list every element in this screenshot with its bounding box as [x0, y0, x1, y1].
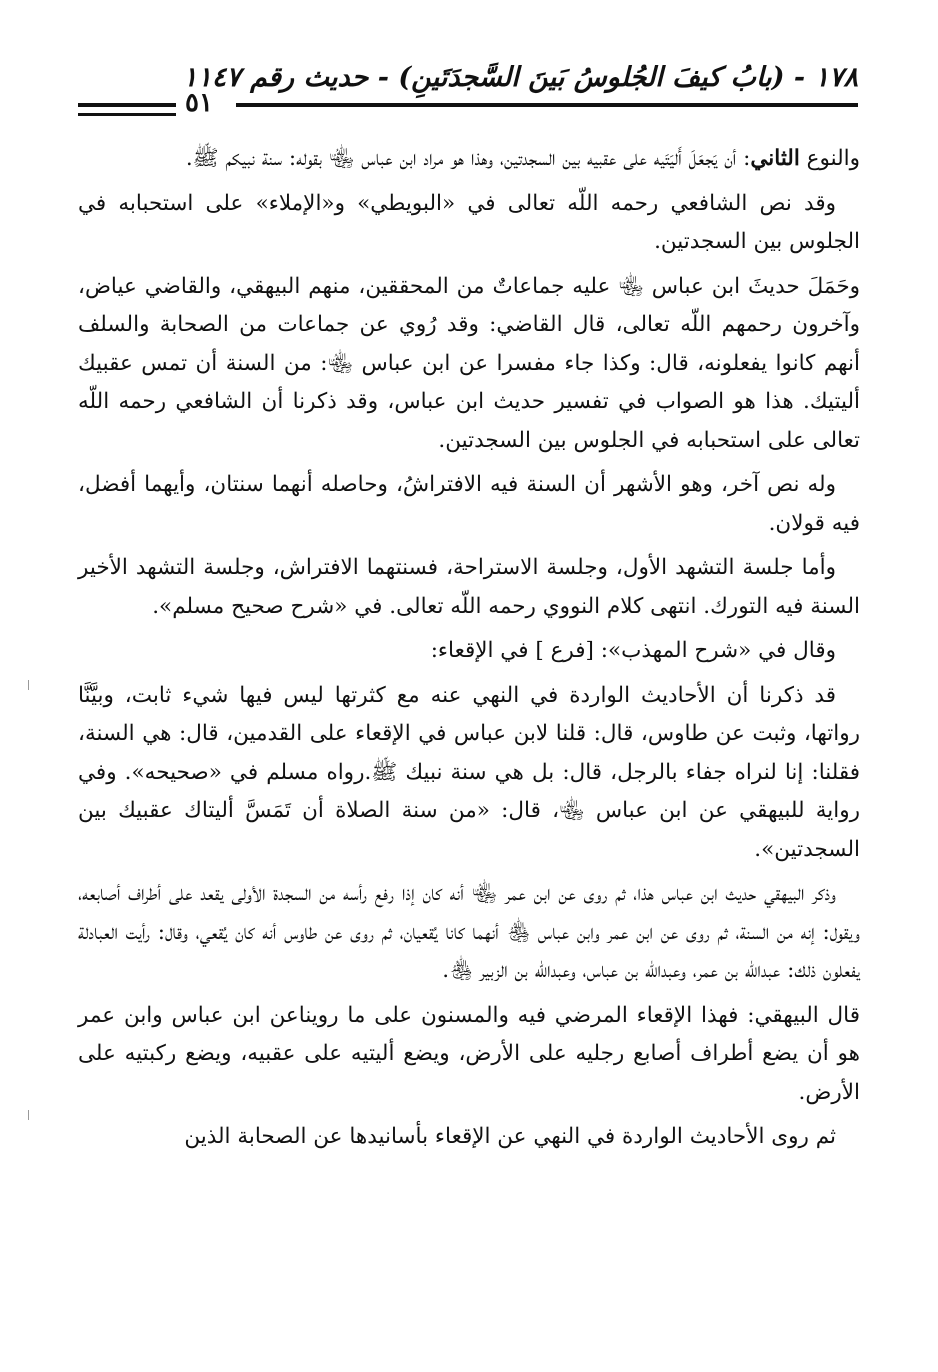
running-header-title: ١٧٨ - (بابُ كيفَ الجُلوسُ بَينَ السَّجدَتَينِ) - حديث رقم ١١٤٧	[182, 62, 858, 93]
paragraph-9: قال البيهقي: فهذا الإقعاء المرضي فيه والمسنون على ما رويناعن ابن عباس وابن عمر هو أن يضع أطراف أصابع رجليه على الأرض، ويضع أليتيه على عقبيه، ويضع ركبتيه على الأرض.	[78, 1002, 860, 1105]
paragraph-8: وذكر البيهقي حديث ابن عباس هذا، ثم روى عن ابن عمر ﵄ أنه كان إذا رفع رأسه من السجدة الأولى يقعد على أطراف أصابعه، ويقول: إنه من السنة، ثم روى عن ابن عمر وابن عباس ﵃ أنهما كانا يُقعيان، ثم روى عن طاوس أنه كان يُقعي، وقال: رأيت العبادلة يفعلون ذلك: عبداللّه بن عمر، وعبداللّه بن عباس، وعبداللّه بن الزبير ﵃.	[78, 881, 860, 983]
paragraph-10: ثم روى الأحاديث الواردة في النهي عن الإقعاء بأسانيدها عن الصحابة الذين	[184, 1124, 836, 1149]
paragraph-5: وأما جلسة التشهد الأول، وجلسة الاستراحة، فسنتهما الافتراش، وجلسة التشهد الأخير السنة فيه التورك. انتهى كلام النووي رحمه اللّه تعالى. في «شرح صحيح مسلم».	[78, 555, 860, 619]
paragraph-6: وقال في «شرح المهذب»: [فرع ] في الإقعاء:	[430, 638, 836, 663]
margin-mark	[28, 1110, 29, 1120]
margin-mark	[28, 680, 29, 690]
page-number: ٥١	[185, 88, 213, 118]
header-rule-double-bottom	[78, 113, 176, 116]
header-rule-double-top	[78, 103, 176, 107]
paragraph-1-lead: والنوع	[799, 146, 860, 171]
paragraph-1-rest: : أن يَجعَلَ أَليَتَيه على عقبيه بين السجدتين، وهذا هو مراد ابن عباس ﵄ بقوله: سنة نبيكم ﷺ.	[185, 146, 751, 171]
paragraph-1	[78, 140, 860, 179]
paragraph-1-bold-term: الثاني	[750, 146, 800, 171]
paragraph-7: قد ذكرنا أن الأحاديث الواردة في النهي عنه مع كثرتها ليس فيها شيء ثابت، وبيَّنَّا رواتها، وثبت عن طاوس، قال: قلنا لابن عباس في الإقعاء على القدمين، قال: هي السنة، فقلنا: إنا لنراه جفاء بالرجل، قال: بل هي سنة نبيك ﷺ.رواه مسلم في «صحيحه». وفي رواية للبيهقي عن ابن عباس ﵄، قال: «من سنة الصلاة أن تَمَسَّ أليتاك عقبيك بين السجدتين».	[78, 682, 860, 862]
paragraph-2: وقد نص الشافعي رحمه اللّه تعالى في «البويطي» و«الإملاء» على استحبابه في الجلوس بين السجدتين.	[78, 190, 860, 254]
paragraph-3: وحَمَلَ حديثَ ابن عباس ﵄ عليه جماعاتٌ من المحققين، منهم البيهقي، والقاضي عياض، وآخرون رحمهم اللّه تعالى، قال القاضي: وقد رُوي عن جماعات من الصحابة والسلف أنهم كانوا يفعلونه، قال: وكذا جاء مفسرا عن ابن عباس ﵄: من السنة أن تمس عقبيك أليتيك. هذا هو الصواب في تفسير حديث ابن عباس، وقد ذكرنا أن الشافعي رحمه اللّه تعالى على استحبابه في الجلوس بين السجدتين.	[78, 273, 860, 453]
header-rule	[236, 103, 858, 107]
body-text	[78, 140, 860, 1163]
paragraph-4: وله نص آخر، وهو الأشهر أن السنة فيه الافتراشُ، وحاصله أنهما سنتان، وأيهما أفضل، فيه قولان.	[78, 472, 860, 536]
